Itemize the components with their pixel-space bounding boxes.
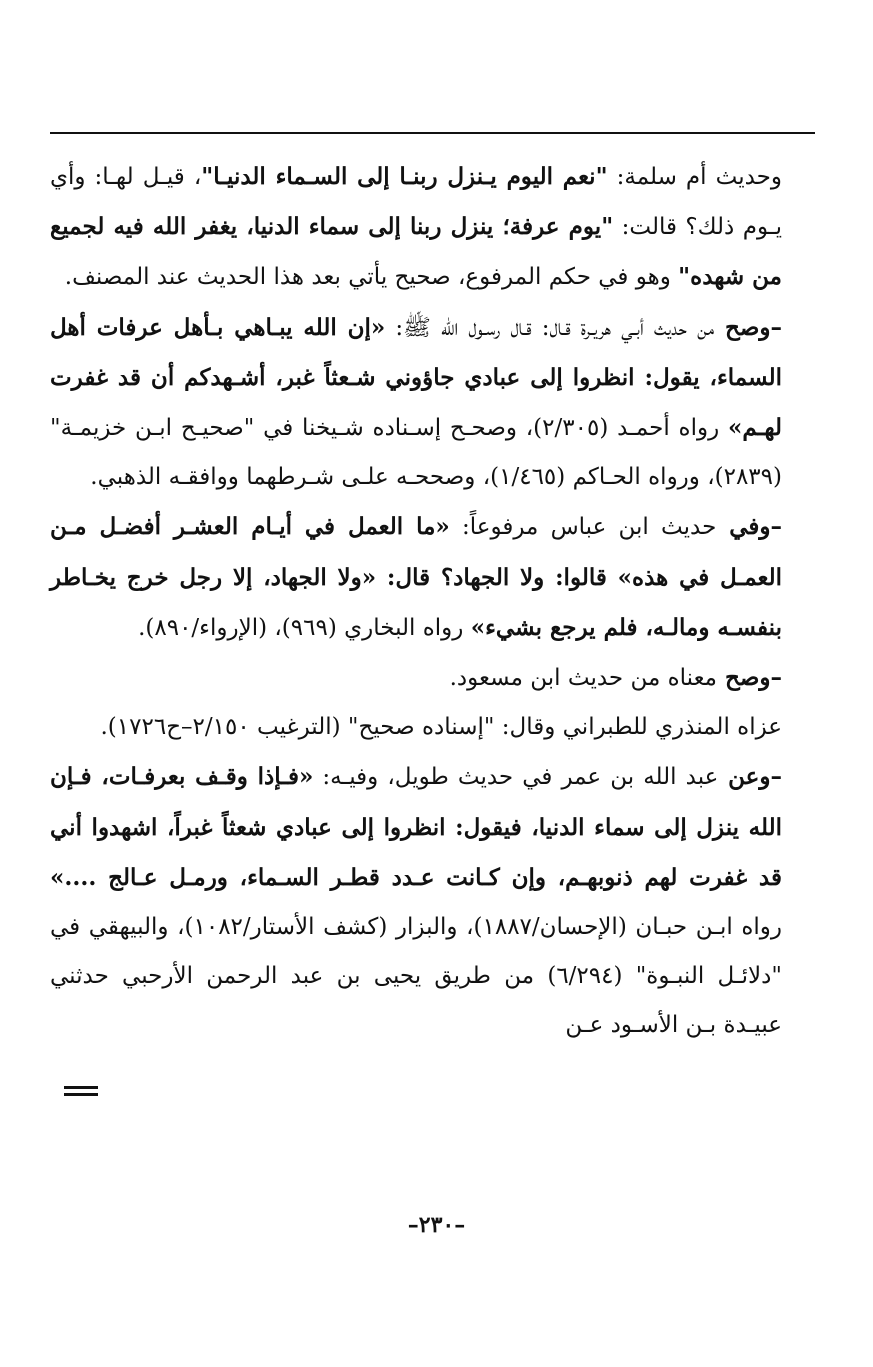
hadith-text: "نعم اليوم يـنزل ربنـا إلى السـماء الدنيـا" [201, 163, 608, 190]
commentary-text: حديث ابن عباس مرفوعاً: [449, 514, 717, 541]
commentary-text: رواه أحمـد (٢/٣٠٥)، وصحـح إسـناده شـيخنا في "صحيـح ابـن خزيمـة" (٢٨٣٩)، ورواه الحـاكم (١/٤٦٥)، وصححـه علـى شـرطهما ووافقـه الذهبي. [50, 415, 782, 491]
hadith-text: –وفي [716, 513, 782, 541]
commentary-text: وحديث أم سلمة: [607, 164, 782, 190]
document-body [50, 152, 782, 1051]
header-rule [50, 132, 815, 134]
commentary-text: ، قيـل لهـا: وأي يـوم ذلك؟ قالت: [50, 164, 782, 241]
hadith-text: «ما العمل في أيـام العشـر أفضـل مـن العمـل في هذه» قالوا: ولا الجهاد؟ قال: «ولا الجهاد، إلا رجل خرج يخـاطر بنفسـه ومالـه، فلم يرجع بشيء» [50, 513, 782, 641]
commentary-text: وهو في حكم المرفوع، صحيح يأتي بعد هذا الحديث عند المصنف. [64, 264, 679, 291]
paragraph-umm-salama [50, 152, 782, 303]
hadith-text: «فـإذا وقـف بعرفـات، فـإن الله ينزل إلى سماء الدنيا، فيقول: انظروا إلى عبادي شعثاً غبراً، اشهدوا أني قد غفرت لهم ذنوبهـم، وإن كـانت عـدد قطـر السـماء، ورمـل عـالج ....» [50, 763, 782, 891]
paragraph-abdullah-ibn-umar [50, 752, 782, 1050]
paragraph-mundhiri [50, 703, 782, 752]
hadith-text: –وصح [714, 313, 782, 341]
hadith-text: «إن الله يبـاهي بـأهل عرفات أهل السماء، يقول: انظروا إلى عبادي جاؤوني شـعثاً غبر، أشـهدكم أن قد غفرت لهـم» [50, 313, 782, 442]
paragraph-ibn-abbas [50, 502, 782, 653]
commentary-text: عبد الله بن عمر في حديث طويل، وفيـه: [313, 764, 719, 791]
commentary-text: رواه البخاري (٩٦٩)، (الإرواء/٨٩٠). [138, 614, 471, 641]
hadith-text: –وصح [717, 664, 782, 692]
commentary-text: معناه من حديث ابن مسعود. [449, 665, 717, 692]
hadith-text: "يوم عرفة؛ ينزل ربنا إلى سماء الدنيا، يغفر الله فيه لجميع من شهده" [50, 213, 782, 291]
hadith-text: –وعن [718, 763, 782, 791]
paragraph-ibn-masud [50, 653, 782, 703]
continuation-mark [64, 1084, 104, 1100]
commentary-text: من حديث أبـي هريـرة قـال: قـال رسـول الله ﷺ: [385, 314, 715, 341]
paragraph-abu-hurayra [50, 303, 782, 503]
commentary-text: عزاه المنذري للطبراني وقال: "إسناده صحيح" (الترغيب ٢/١٥٠–ح١٧٢٦). [100, 714, 782, 741]
commentary-text: رواه ابـن حبـان (الإحسان/١٨٨٧)، والبزار (كشف الأستار/١٠٨٢)، والبيهقي في "دلائـل النبـوة" (٦/٢٩٤) من طريق يحيى بن عبد الرحمن الأرحبي حدثني عبيـدة بـن الأسـود عـن [50, 914, 782, 1039]
page-number: –٢٣٠– [407, 1212, 466, 1238]
